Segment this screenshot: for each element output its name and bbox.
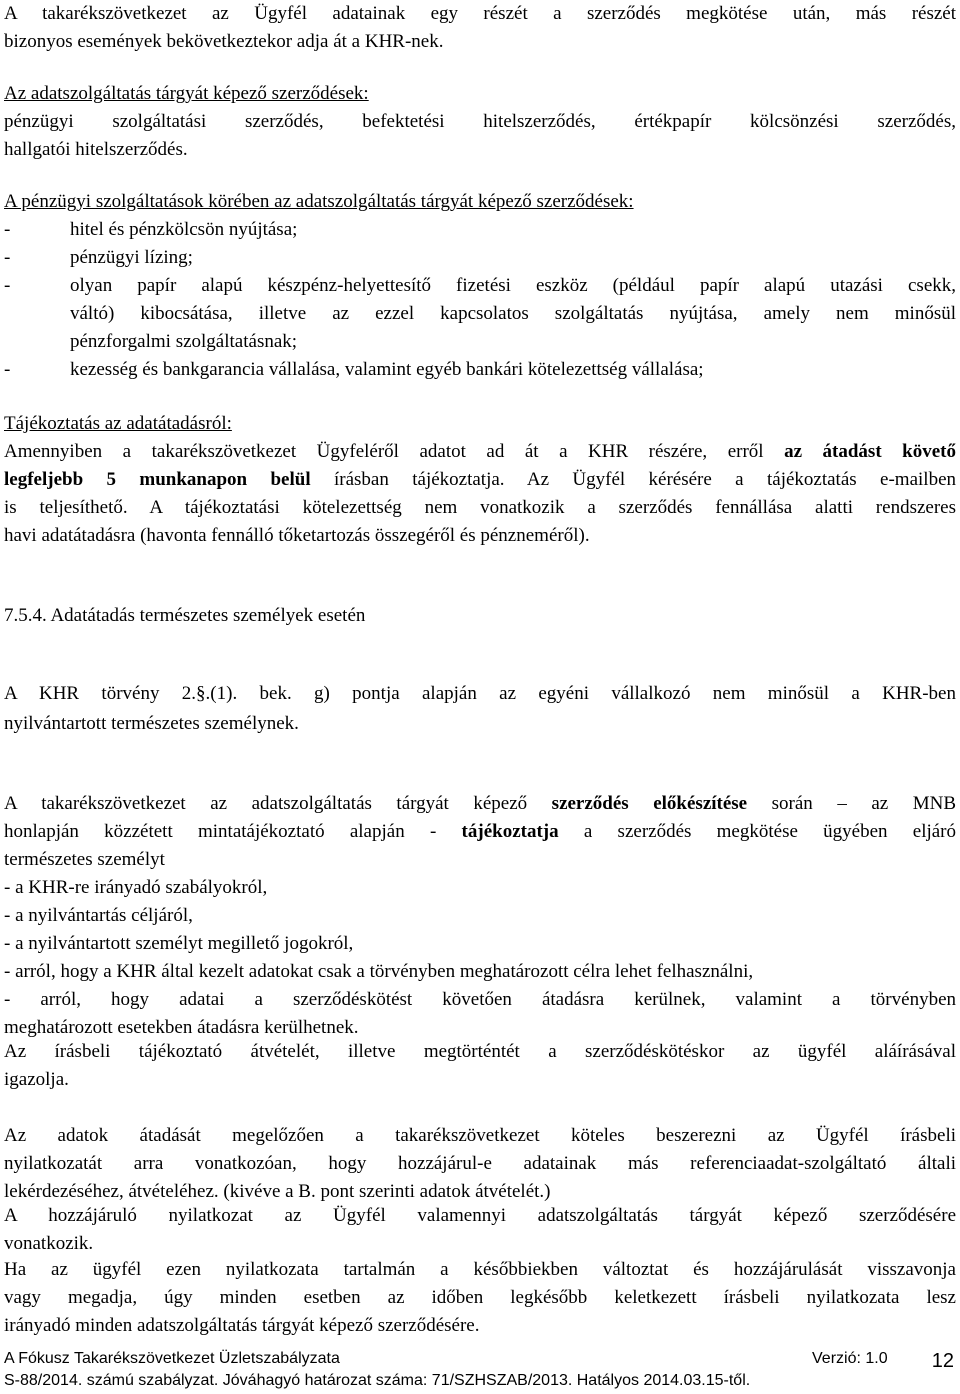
section-heading [4,80,956,108]
section-title: 7.5.4. Adatátadás természetes személyek esetén [4,605,366,626]
list-item-text: váltó) kibocsátása, illetve az ezzel kapcsolatos szolgáltatás nyújtása, amely nem minősül [70,303,956,324]
paragraph-line: A takarékszövetkezet az Ügyfél adatainak egy részét a szerződés megkötése után, más részét [4,3,956,24]
paragraph-line: lekérdezéséhez, átvételéhez. (kivéve a B. pont szerinti adatok átvételét.) [4,1181,551,1202]
footer-title: A Fókusz Takarékszövetkezet Üzletszabályzata [4,1350,340,1367]
paragraph-line: A KHR törvény 2.§.(1). bek. g) pontja alapján az egyéni vállalkozó nem minősül a KHR-ben [4,683,956,704]
heading-text: Az adatszolgáltatás tárgyát képező szerződések: [4,83,369,104]
paragraph-line: pénzügyi szolgáltatási szerződés, befektetési hitelszerződés, értékpapír kölcsönzési szerződés, [4,111,956,132]
paragraph-line: A hozzájáruló nyilatkozat az Ügyfél valamennyi adatszolgáltatás tárgyát képező szerződésére [4,1205,956,1226]
paragraph-line: Az adatok átadását megelőzően a takarékszövetkezet köteles beszerezni az Ügyfél írásbeli [4,1125,956,1146]
paragraph-line: meghatározott esetekben átadásra kerülhetnek. [4,1017,359,1038]
footer-version: Verzió: 1.0 [812,1350,888,1367]
list-dash: - [4,359,11,380]
text-run: írásban tájékoztatja. Az Ügyfél kérésére a tájékoztatás e-mailben [334,469,956,490]
list-item [4,216,956,244]
list-dash: - [4,219,11,240]
paragraph-line [4,818,956,846]
heading-text: Tájékoztatás az adatátadásról: [4,413,232,434]
list-item [4,356,956,384]
paragraph-line: vagy megadja, úgy minden esetben az időben legkésőbb keletkezett írásbeli nyilatkozata lesz [4,1287,956,1308]
text-run: a szerződés megkötése ügyében eljáró [583,821,957,842]
paragraph-line: nyilatkozatát arra vonatkozóan, hogy hozzájárul-e adatainak más referenciaadat-szolgáltató általi [4,1153,956,1174]
list-item-text: kezesség és bankgarancia vállalása, valamint egyéb bankári kötelezettség vállalása; [70,359,704,380]
paragraph-line: - a nyilvántartás céljáról, [4,905,193,926]
list-item-text: pénzforgalmi szolgáltatásnak; [70,331,298,352]
bold-run: szerződés előkészítése [551,793,748,814]
paragraph-line: is teljesíthető. A tájékoztatási kötelezettség nem vonatkozik a szerződés fennállása alatti rendszeres [4,497,956,518]
page-number: 12 [931,1350,954,1372]
list-item [4,300,956,328]
paragraph-line [4,438,956,466]
section-heading [4,188,956,216]
paragraph-line: - a KHR-re irányadó szabályokról, [4,877,268,898]
list-item-text: pénzügyi lízing; [70,247,193,268]
paragraph-line: hallgatói hitelszerződés. [4,139,188,160]
text-run: honlapján közzétett mintatájékoztató alapján - [4,821,437,842]
bold-run: tájékoztatja [461,821,559,842]
text-run: A takarékszövetkezet az adatszolgáltatás tárgyát képező [4,793,528,814]
paragraph-line: havi adatátadásra (havonta fennálló tőketartozás összegéről és pénzneméről). [4,525,590,546]
paragraph-line: vonatkozik. [4,1233,94,1254]
list-dash: - [4,275,11,296]
paragraph-line: irányadó minden adatszolgáltatás tárgyát képező szerződésére. [4,1315,480,1336]
list-item [4,244,956,272]
paragraph-line: természetes személyt [4,849,165,870]
paragraph-line: nyilvántartott természetes személynek. [4,713,299,734]
footer-regulation: S-88/2014. számú szabályzat. Jóváhagyó határozat száma: 71/SZHSZAB/2013. Hatályos 2014.03.15-től. [4,1372,751,1389]
paragraph-line [4,790,956,818]
section-heading [4,410,956,438]
text-run: során – az MNB [771,793,957,814]
paragraph-line: bizonyos események bekövetkeztekor adja át a KHR-nek. [4,31,444,52]
paragraph-line: - a nyilvántartott személyt megillető jogokról, [4,933,354,954]
paragraph-line: Az írásbeli tájékoztató átvételét, illetve megtörténtét a szerződéskötéskor az ügyfél aláírásával [4,1041,956,1062]
paragraph-line [4,466,956,494]
paragraph-line: - arról, hogy a KHR által kezelt adatokat csak a törvényben meghatározott célra lehet felhasználni, [4,961,754,982]
list-item [4,272,956,300]
bold-run: az átadást követő [784,441,956,462]
list-item [4,328,956,356]
bold-run: legfeljebb 5 munkanapon belül [4,469,311,490]
paragraph-line: - arról, hogy adatai a szerződéskötést követően átadásra kerülnek, valamint a törvényben [4,989,956,1010]
paragraph-line: Ha az ügyfél ezen nyilatkozata tartalmán a későbbiekben változtat és hozzájárulását visszavonja [4,1259,956,1280]
heading-text: A pénzügyi szolgáltatások körében az adatszolgáltatás tárgyát képező szerződések: [4,191,634,212]
list-item-text: olyan papír alapú készpénz-helyettesítő fizetési eszköz (például papír alapú utazási csekk, [70,275,956,296]
paragraph-line: igazolja. [4,1069,69,1090]
list-item-text: hitel és pénzkölcsön nyújtása; [70,219,298,240]
text-run: Amennyiben a takarékszövetkezet Ügyfeléről adatot ad át a KHR részére, erről [4,441,764,462]
list-dash: - [4,247,11,268]
